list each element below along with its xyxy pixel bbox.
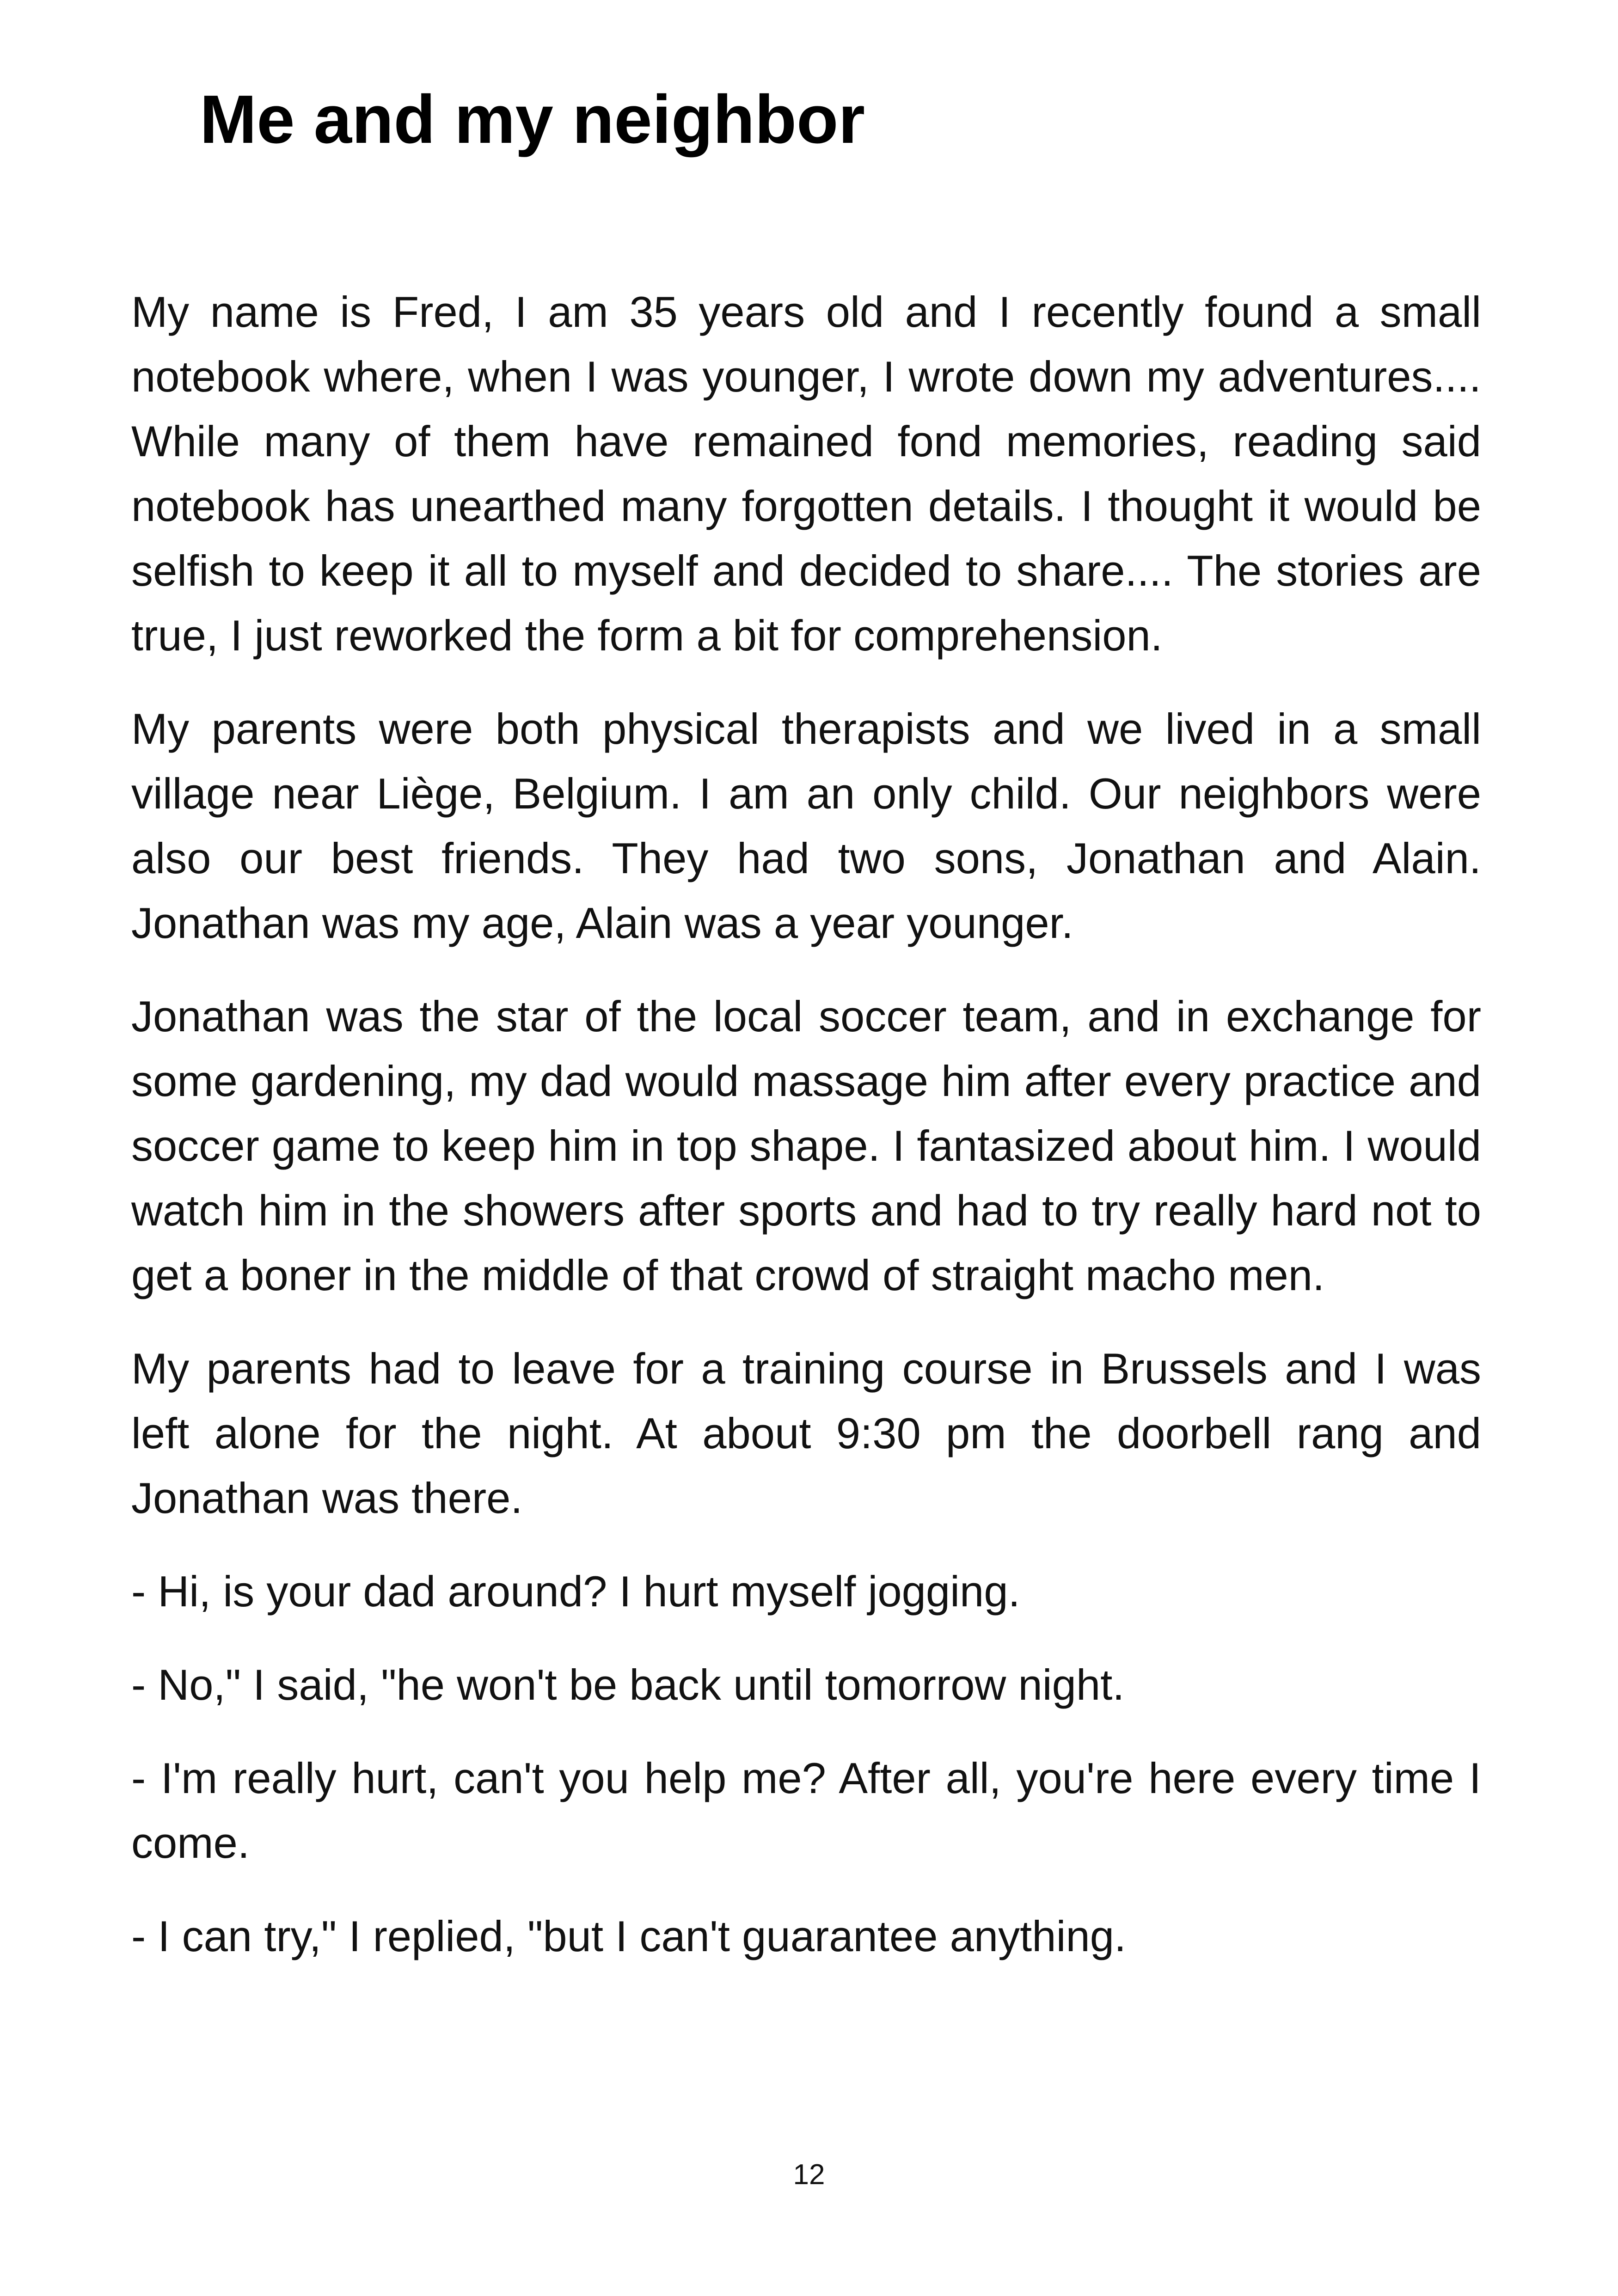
paragraph-training-course: My parents had to leave for a training course in Brussels and I was left alone for the night. At about 9:30 pm the doorbell rang and Jonathan was there. — [131, 1344, 1481, 1522]
dialogue-line: - Hi, is your dad around? I hurt myself jogging. — [131, 1567, 1020, 1616]
body-text — [131, 280, 1481, 1997]
page-number: 12 — [793, 2159, 825, 2191]
dialogue-line: - I'm really hurt, can't you help me? After all, you're here every time I come. — [131, 1754, 1481, 1867]
paragraph-parents: My parents were both physical therapists and we lived in a small village near Liège, Belgium. I am an only child. Our neighbors were also our best friends. They had two sons, Jonathan and Alain. Jonathan was my age, Alain was a year younger. — [131, 704, 1481, 947]
paragraph-intro: My name is Fred, I am 35 years old and I recently found a small notebook where, when I was younger, I wrote down my adventures.... While many of them have remained fond memories, reading said notebook has unearthed many forgotten details. I thought it would be selfish to keep it all to myself and decided to share.... The stories are true, I just reworked the form a bit for comprehension. — [131, 288, 1481, 660]
dialogue-line: - I can try," I replied, "but I can't guarantee anything. — [131, 1912, 1127, 1960]
chapter-title: Me and my neighbor — [200, 81, 865, 158]
paragraph-jonathan: Jonathan was the star of the local soccer team, and in exchange for some gardening, my dad would massage him after every practice and soccer game to keep him in top shape. I fantasized about him. I would watch him in the showers after sports and had to try really hard not to get a boner in the middle of that crowd of straight macho men. — [131, 992, 1481, 1299]
dialogue-line: - No," I said, "he won't be back until tomorrow night. — [131, 1660, 1125, 1709]
